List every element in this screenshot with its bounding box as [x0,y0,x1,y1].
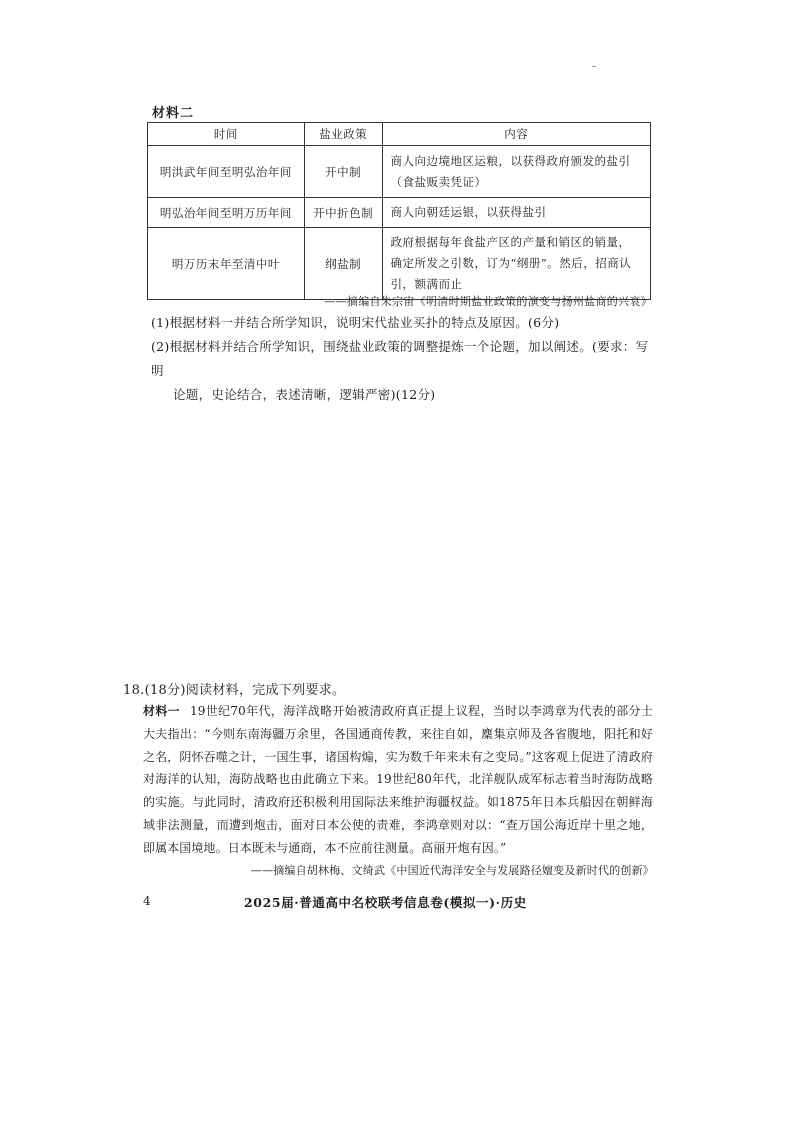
scan-mark [592,66,596,67]
cell-time: 明万历末年至清中叶 [148,228,305,300]
material-2-heading: 材料二 [152,106,195,121]
footer-title: 2025届·普通高中名校联考信息卷(模拟一)·历史 [244,895,527,910]
table-header-row [148,123,651,146]
cell-content: 商人向朝廷运银，以获得盐引 [382,198,651,228]
cell-policy: 开中制 [304,146,382,198]
header-content: 内容 [382,123,651,146]
question-17-2-line1: (2)根据材料并结合所学知识，围绕盐业政策的调整提炼一个论题，加以阐述。(要求：写明 [151,339,649,378]
material-1-label: 材料一 [143,704,181,718]
header-policy: 盐业政策 [304,123,382,146]
material-1-text: 19世纪70年代，海洋战略开始被清政府真正提上议程，当时以李鸿章为代表的部分士大夫指出：“今则东南海疆万余里，各国通商传教，来往自如，麇集京师及各省腹地，阳托和好之名，阴怀吞噬之计，一国生事，诸国构煽，实为数千年来未有之变局。”这客观上促进了清政府对海洋的认知，海防战略也由此确立下来。19世纪80年代，北洋舰队成军标志着当时海防战略的实施。与此同时，清政府还积极利用国际法来维护海疆权益。如1875年日本兵船因在朝鲜海域非法测量，而遭到炮击，面对日本公使的责难，李鸿章则对以：“查万国公海近岸十里之地，即属本国境地。日本既未与通商，本不应前往测量。高丽开炮有因。” [143,704,653,855]
question-17-1: (1)根据材料一并结合所学知识，说明宋代盐业买扑的特点及原因。(6分) [151,315,560,330]
material-1-source: ——摘编自胡林梅、文绮武《中国近代海洋安全与发展路径嬗变及新时代的创新》 [250,864,654,877]
cell-policy: 开中折色制 [304,198,382,228]
material-2-source: ——摘编自朱宗宙《明清时期盐业政策的演变与扬州盐商的兴衰》 [324,295,652,308]
cell-time: 明弘治年间至明万历年间 [148,198,305,228]
cell-content: 政府根据每年食盐产区的产量和销区的销量，确定所发之引数，订为“纲册”。然后，招商认引，额满而止 [382,228,651,300]
page-number: 4 [143,894,151,908]
cell-content: 商人向边境地区运粮，以获得政府颁发的盐引（食盐贩卖凭证） [382,146,651,198]
material-1-passage [143,700,653,860]
table-row [148,228,651,300]
header-time: 时间 [148,123,305,146]
table-row [148,198,651,228]
cell-time: 明洪武年间至明弘治年间 [148,146,305,198]
salt-policy-table [147,122,651,300]
cell-policy: 纲盐制 [304,228,382,300]
question-17-2 [151,335,661,407]
question-18-heading: 18.(18分)阅读材料，完成下列要求。 [123,683,346,698]
table-row [148,146,651,198]
question-17-2-line2: 论题，史论结合，表述清晰，逻辑严密)(12分) [173,387,436,402]
